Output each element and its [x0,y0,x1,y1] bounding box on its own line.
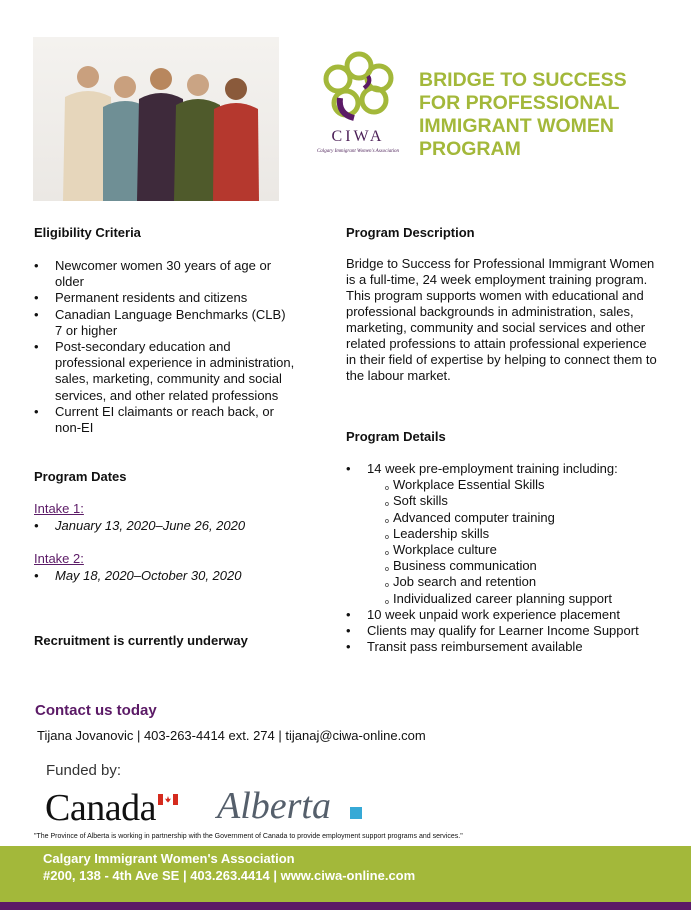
page-title [419,69,669,161]
footer-address: #200, 138 - 4th Ave SE | 403.263.4414 | www.ciwa-online.com [43,868,416,883]
funded-by-label: Funded by: [46,762,122,779]
sublist-item: o Job search and retention [385,574,666,590]
list-item: • Post-secondary education and professional experience in administration, sales, marketing, community and social services, and other related professions [34,339,296,404]
sublist-item: o Advanced computer training [385,510,666,526]
eligibility-heading: Eligibility Criteria [34,225,141,240]
list-item: • Canadian Language Benchmarks (CLB) 7 or higher [34,307,296,339]
title-line: BRIDGE TO SUCCESS [419,69,627,91]
contact-line: Tijana Jovanovic | 403-263-4414 ext. 274 | tijanaj@ciwa-online.com [37,728,426,743]
intake2-list [34,568,296,584]
title-line: IMMIGRANT WOMEN [419,115,614,137]
group-photo [33,37,279,201]
list-item: • Permanent residents and citizens [34,290,296,306]
canada-wordmark [45,786,156,830]
details-heading: Program Details [346,429,446,444]
list-item: • Clients may qualify for Learner Income Support [346,623,666,639]
title-line: PROGRAM [419,138,521,160]
contact-heading: Contact us today [35,702,157,719]
eligibility-list [34,258,296,436]
funding-disclaimer: "The Province of Alberta is working in partnership with the Government of Canada to provide employment support programs and services." [34,833,463,840]
description-heading: Program Description [346,225,475,240]
intake2-dates: • May 18, 2020–October 30, 2020 [34,568,296,584]
details-sublist [385,477,666,607]
title-line: FOR PROFESSIONAL [419,92,620,114]
intake1-list [34,518,296,534]
list-item: • Current EI claimants or reach back, or non-EI [34,404,296,436]
sublist-item: o Individualized career planning support [385,591,666,607]
logo-text: CIWA [331,128,385,145]
logo-subtext: Calgary Immigrant Women's Association [316,149,400,154]
list-item: • Newcomer women 30 years of age or older [34,258,296,290]
alberta-wordmark [217,784,331,828]
sublist-item: o Workplace Essential Skills [385,477,666,493]
details-item-text: 14 week pre-employment training including: [367,461,618,476]
dates-heading: Program Dates [34,469,127,484]
sublist-item: o Leadership skills [385,526,666,542]
intake1-dates: • January 13, 2020–June 26, 2020 [34,518,296,534]
canada-flag-icon [158,792,178,803]
list-item: • Transit pass reimbursement available [346,639,666,655]
intake1-label: Intake 1: [34,501,84,516]
sublist-item: o Soft skills [385,493,666,509]
list-item: • 10 week unpaid work experience placement [346,607,666,623]
canada-text: Canada [45,787,156,829]
recruitment-note: Recruitment is currently underway [34,633,248,648]
intake2-label: Intake 2: [34,551,84,566]
sublist-item: o Workplace culture [385,542,666,558]
sublist-item: o Business communication [385,558,666,574]
description-text: Bridge to Success for Professional Immigrant Women is a full-time, 24 week employment training program. This program supports women with educational and professional backgrounds in administration, sales, marketing, community and social services and other related professions to attain professional experience in their field of expertise by helping to connect them to the labour market. [346,256,657,383]
alberta-square-icon [350,807,362,819]
details-list [346,461,666,655]
footer-stripe [0,902,691,910]
list-item [346,461,666,607]
footer-organization: Calgary Immigrant Women's Association [43,851,295,866]
alberta-text: Alberta [217,785,331,827]
